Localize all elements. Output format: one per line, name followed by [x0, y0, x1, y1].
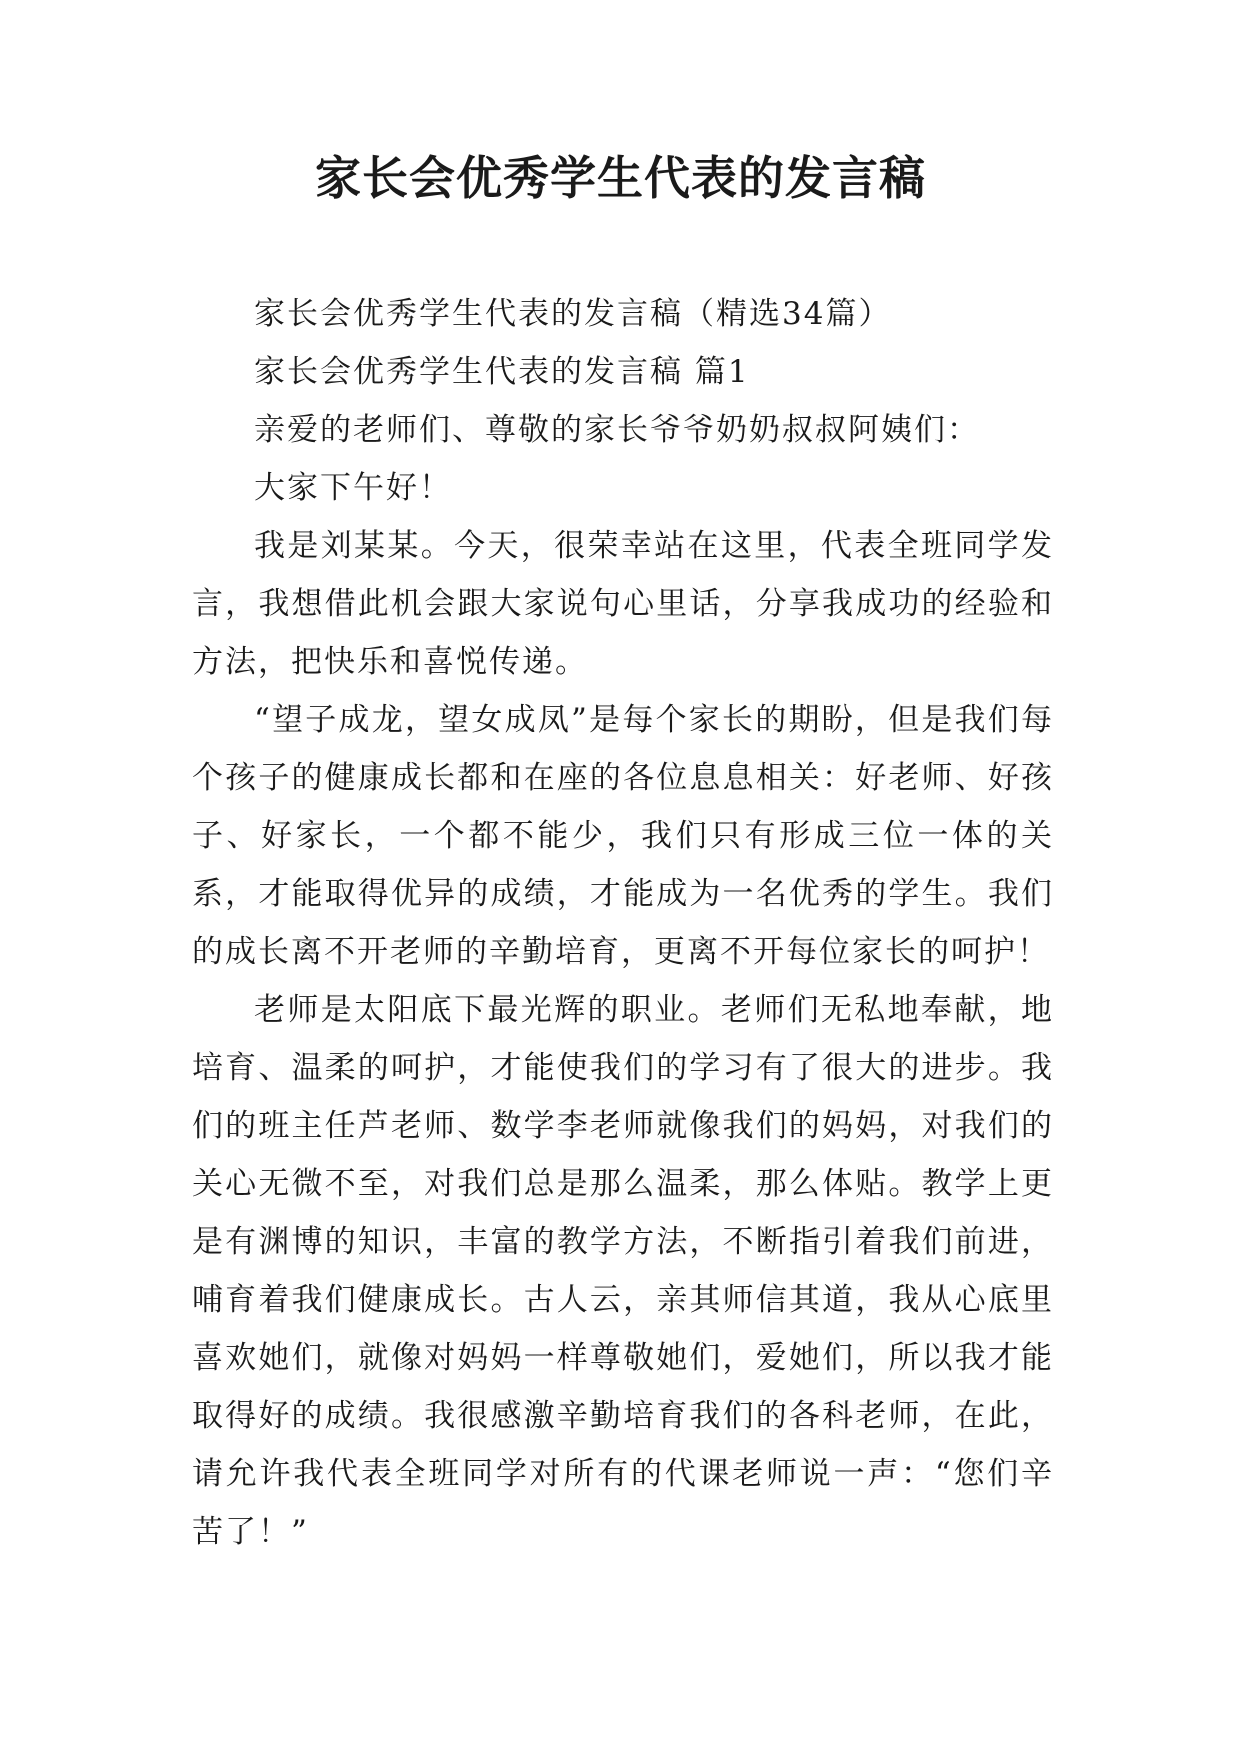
paragraph-subtitle: 家长会优秀学生代表的发言稿（精选34篇） [254, 296, 892, 332]
document-title: 家长会优秀学生代表的发言稿 [315, 151, 926, 205]
paragraph-section-heading: 家长会优秀学生代表的发言稿 篇1 [254, 354, 750, 390]
paragraph-introduction: 我是刘某某。今天，很荣幸站在这里，代表全班同学发言，我想借此机会跟大家说句心里话，分享我成功的经验和方法，把快乐和喜悦传递。 [192, 528, 1054, 680]
paragraph-expectation: “望子成龙，望女成凤”是每个家长的期盼，但是我们每个孩子的健康成长都和在座的各位息息相关：好老师、好孩子、好家长，一个都不能少，我们只有形成三位一体的关系，才能取得优异的成绩，才能成为一名优秀的学生。我们的成长离不开老师的辛勤培育，更离不开每位家长的呵护！ [192, 702, 1054, 970]
document-body [192, 285, 1054, 1561]
paragraph-greeting: 大家下午好！ [254, 470, 452, 506]
paragraph-salutation: 亲爱的老师们、尊敬的家长爷爷奶奶叔叔阿姨们： [254, 412, 980, 448]
paragraph-teachers: 老师是太阳底下最光辉的职业。老师们无私地奉献，地培育、温柔的呵护，才能使我们的学习有了很大的进步。我们的班主任芦老师、数学李老师就像我们的妈妈，对我们的关心无微不至，对我们总是那么温柔，那么体贴。教学上更是有渊博的知识，丰富的教学方法，不断指引着我们前进，哺育着我们健康成长。古人云，亲其师信其道，我从心底里喜欢她们，就像对妈妈一样尊敬她们，爱她们，所以我才能取得好的成绩。我很感激辛勤培育我们的各科老师，在此，请允许我代表全班同学对所有的代课老师说一声：“您们辛苦了！” [192, 992, 1054, 1550]
